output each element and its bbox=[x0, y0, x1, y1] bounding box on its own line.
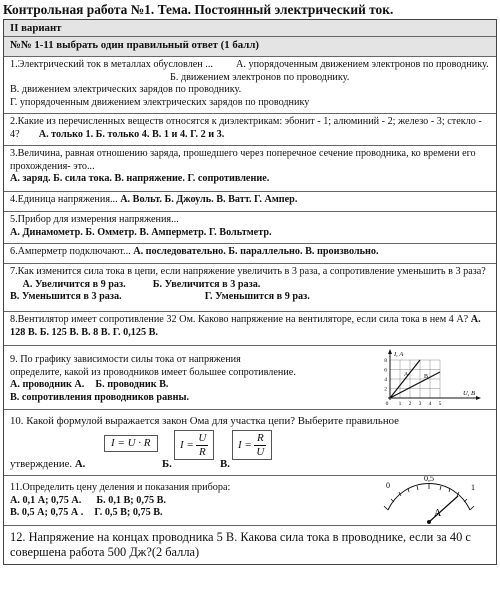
graph-xtick: 4 bbox=[428, 401, 432, 407]
q10-answer-c: В. bbox=[220, 458, 230, 470]
graph-xtick: 3 bbox=[418, 401, 422, 407]
question-8 bbox=[4, 312, 496, 346]
ammeter-dial bbox=[374, 476, 484, 526]
q5-answer-c: В. Амперметр. bbox=[139, 226, 207, 238]
q2-answer-c: В. 1 и 4. bbox=[152, 128, 188, 140]
q10-text: 10. Какой формулой выражается закон Ома для участка цепи? Выберите правильное bbox=[10, 415, 399, 427]
q2-text: 2.Какие из перечисленных веществ относятся к диэлектрикам: эбонит - 1; алюминий - 2; железо - 3; стекло - 4? bbox=[10, 116, 482, 140]
formula-c bbox=[232, 430, 272, 460]
q4-answer-a: А. Вольт. bbox=[120, 194, 162, 205]
q11-answer-c: В. 0,5 А; 0,75 А . bbox=[10, 507, 84, 519]
q2-answer-a: А. только 1. bbox=[38, 128, 94, 140]
q6-answer-b: Б. параллельно. bbox=[228, 246, 303, 257]
question-3 bbox=[4, 146, 496, 192]
graph-ytick: 6 bbox=[384, 367, 387, 374]
test-table bbox=[3, 19, 497, 565]
question-11 bbox=[4, 476, 496, 526]
q1-text: 1.Электрический ток в металлах обусловлен ... bbox=[10, 59, 213, 70]
variant-label: II вариант bbox=[10, 22, 62, 34]
q8-answer-a: А. 128 В. bbox=[10, 314, 481, 338]
ammeter-unit: A bbox=[434, 508, 442, 519]
q3-text: 3.Величина, равная отношению заряда, прошедшего через поперечное сечение проводника, ко времени его прохождения- это... bbox=[10, 148, 476, 172]
q9-line2: определите, какой из проводников имеет большее сопротивление. bbox=[10, 366, 296, 378]
q3-answer-c: В. напряжение. bbox=[114, 173, 185, 185]
q3-answer-d: Г. сопротивление. bbox=[187, 173, 270, 185]
formula-b bbox=[174, 430, 214, 460]
current-voltage-graph bbox=[378, 348, 490, 408]
question-9 bbox=[4, 346, 496, 410]
q7-text: 7.Как изменится сила тока в цепи, если напряжение увеличить в 3 раза, а сопротивление уменьшить в 3 раза? bbox=[10, 266, 486, 277]
q10-answer-a: А. bbox=[74, 458, 86, 470]
formula-b-left: I = bbox=[180, 438, 194, 451]
q1-answer-c: В. движением электрических зарядов по проводнику. bbox=[10, 84, 242, 96]
q4-text: 4.Единица напряжения... bbox=[10, 194, 118, 205]
question-12 bbox=[4, 526, 496, 564]
q5-answer-a: А. Динамометр. bbox=[10, 226, 83, 238]
q4-answer-d: Г. Ампер. bbox=[254, 194, 298, 205]
question-1 bbox=[4, 57, 496, 114]
q3-answer-a: А. заряд. bbox=[10, 173, 51, 185]
q10-text2: утверждение. bbox=[10, 458, 73, 470]
instruction-text: №№ 1-11 выбрать один правильный ответ (1 балл) bbox=[10, 39, 259, 51]
formula-a-box: I = U · R bbox=[104, 435, 158, 452]
q8-answer-d: Г. 0,125 В. bbox=[112, 326, 158, 338]
q4-answer-c: В. Ватт. bbox=[216, 194, 252, 205]
graph-label-a: A bbox=[404, 372, 409, 378]
graph-ytick: 4 bbox=[384, 377, 387, 383]
q9-line1: 9. По графику зависимости силы тока от напряжения bbox=[10, 354, 241, 365]
graph-xtick: 0 bbox=[385, 401, 389, 407]
q5-answer-d: Г. Вольтметр. bbox=[208, 226, 272, 238]
variant-row bbox=[4, 20, 496, 37]
graph-ylabel: I, A bbox=[394, 351, 404, 358]
formula-a bbox=[100, 435, 162, 452]
q1-answer-a: А. упорядоченным движением электронов по проводнику. bbox=[236, 59, 489, 70]
question-2 bbox=[4, 114, 496, 146]
graph-xtick: 1 bbox=[398, 401, 402, 407]
q6-answer-c: В. произвольно. bbox=[305, 246, 379, 257]
question-10 bbox=[4, 410, 496, 476]
question-6 bbox=[4, 244, 496, 264]
q8-answer-b: Б. 125 В. bbox=[39, 326, 79, 338]
q11-answer-d: Г. 0,5 В; 0,75 В. bbox=[94, 507, 163, 519]
q11-answer-b: Б. 0,1 В; 0,75 В. bbox=[96, 494, 166, 506]
q7-answer-c: В. Уменьшится в 3 раза. bbox=[10, 291, 122, 303]
q9-answer-b: Б. проводник В. bbox=[95, 379, 169, 391]
q3-answer-b: Б. сила тока. bbox=[53, 173, 112, 185]
formula-b-den: R bbox=[199, 445, 206, 458]
graph-label-b: B bbox=[424, 374, 429, 380]
graph-line-b bbox=[390, 372, 440, 398]
q1-answer-d: Г. упорядоченным движением электрических зарядов по проводнику bbox=[10, 96, 310, 108]
q11-text: 11.Определить цену деления и показания прибора: bbox=[10, 482, 231, 493]
formula-c-den: U bbox=[256, 445, 265, 458]
ammeter-tick-05: 0,5 bbox=[424, 476, 434, 483]
q5-answer-b: Б. Омметр. bbox=[85, 226, 137, 238]
formula-b-num: U bbox=[198, 432, 207, 444]
instruction-row bbox=[4, 37, 496, 57]
page-title: Контрольная работа №1. Тема. Постоянный электрический ток. bbox=[3, 2, 394, 17]
q1-answer-b: Б. движением электронов по проводнику. bbox=[170, 71, 350, 83]
formula-c-fraction bbox=[254, 432, 266, 458]
question-4 bbox=[4, 192, 496, 212]
q6-text: 6.Амперметр подключают... bbox=[10, 246, 131, 257]
q12-text: 12. Напряжение на концах проводника 5 В. Какова сила тока в проводнике, если за 40 с совершена работа 500 Дж?(2 балла) bbox=[10, 530, 471, 559]
q7-answer-d: Г. Уменьшится в 9 раз. bbox=[204, 291, 310, 303]
graph-xtick: 5 bbox=[438, 401, 442, 407]
formula-b-fraction bbox=[196, 432, 208, 458]
formula-c-left: I = bbox=[238, 438, 252, 451]
q7-answer-a: А. Увеличится в 9 раз. bbox=[22, 278, 126, 290]
graph-xtick: 2 bbox=[408, 401, 412, 407]
graph-ytick: 8 bbox=[384, 358, 387, 364]
graph-xlabel: U, B bbox=[463, 390, 475, 397]
q7-answer-b: Б. Увеличится в 3 раза. bbox=[152, 278, 261, 290]
q10-answer-b: Б. bbox=[162, 458, 172, 470]
q6-answer-a: А. последовательно. bbox=[133, 246, 226, 257]
ammeter-tick-0: 0 bbox=[386, 481, 390, 490]
q9-answer-c: В. сопротивления проводников равны. bbox=[10, 391, 190, 403]
question-5 bbox=[4, 212, 496, 244]
graph-ytick: 2 bbox=[384, 386, 387, 393]
q11-answer-a: А. 0,1 А; 0,75 А. bbox=[10, 494, 82, 506]
q5-text: 5.Прибор для измерения напряжения... bbox=[10, 214, 179, 225]
q4-answer-b: Б. Джоуль. bbox=[164, 194, 214, 205]
q2-answer-d: Г. 2 и 3. bbox=[190, 128, 225, 140]
formula-c-num: R bbox=[254, 432, 266, 446]
question-7 bbox=[4, 264, 496, 312]
q2-answer-b: Б. только 4. bbox=[95, 128, 150, 140]
q9-answer-a: А. проводник А. bbox=[10, 379, 85, 391]
q8-answer-c: В. 8 В. bbox=[81, 326, 111, 338]
ammeter-tick-1: 1 bbox=[471, 483, 475, 492]
q8-text: 8.Вентилятор имеет сопротивление 32 Ом. Каково напряжение на вентиляторе, если сила тока в нем 4 А? bbox=[10, 314, 469, 325]
